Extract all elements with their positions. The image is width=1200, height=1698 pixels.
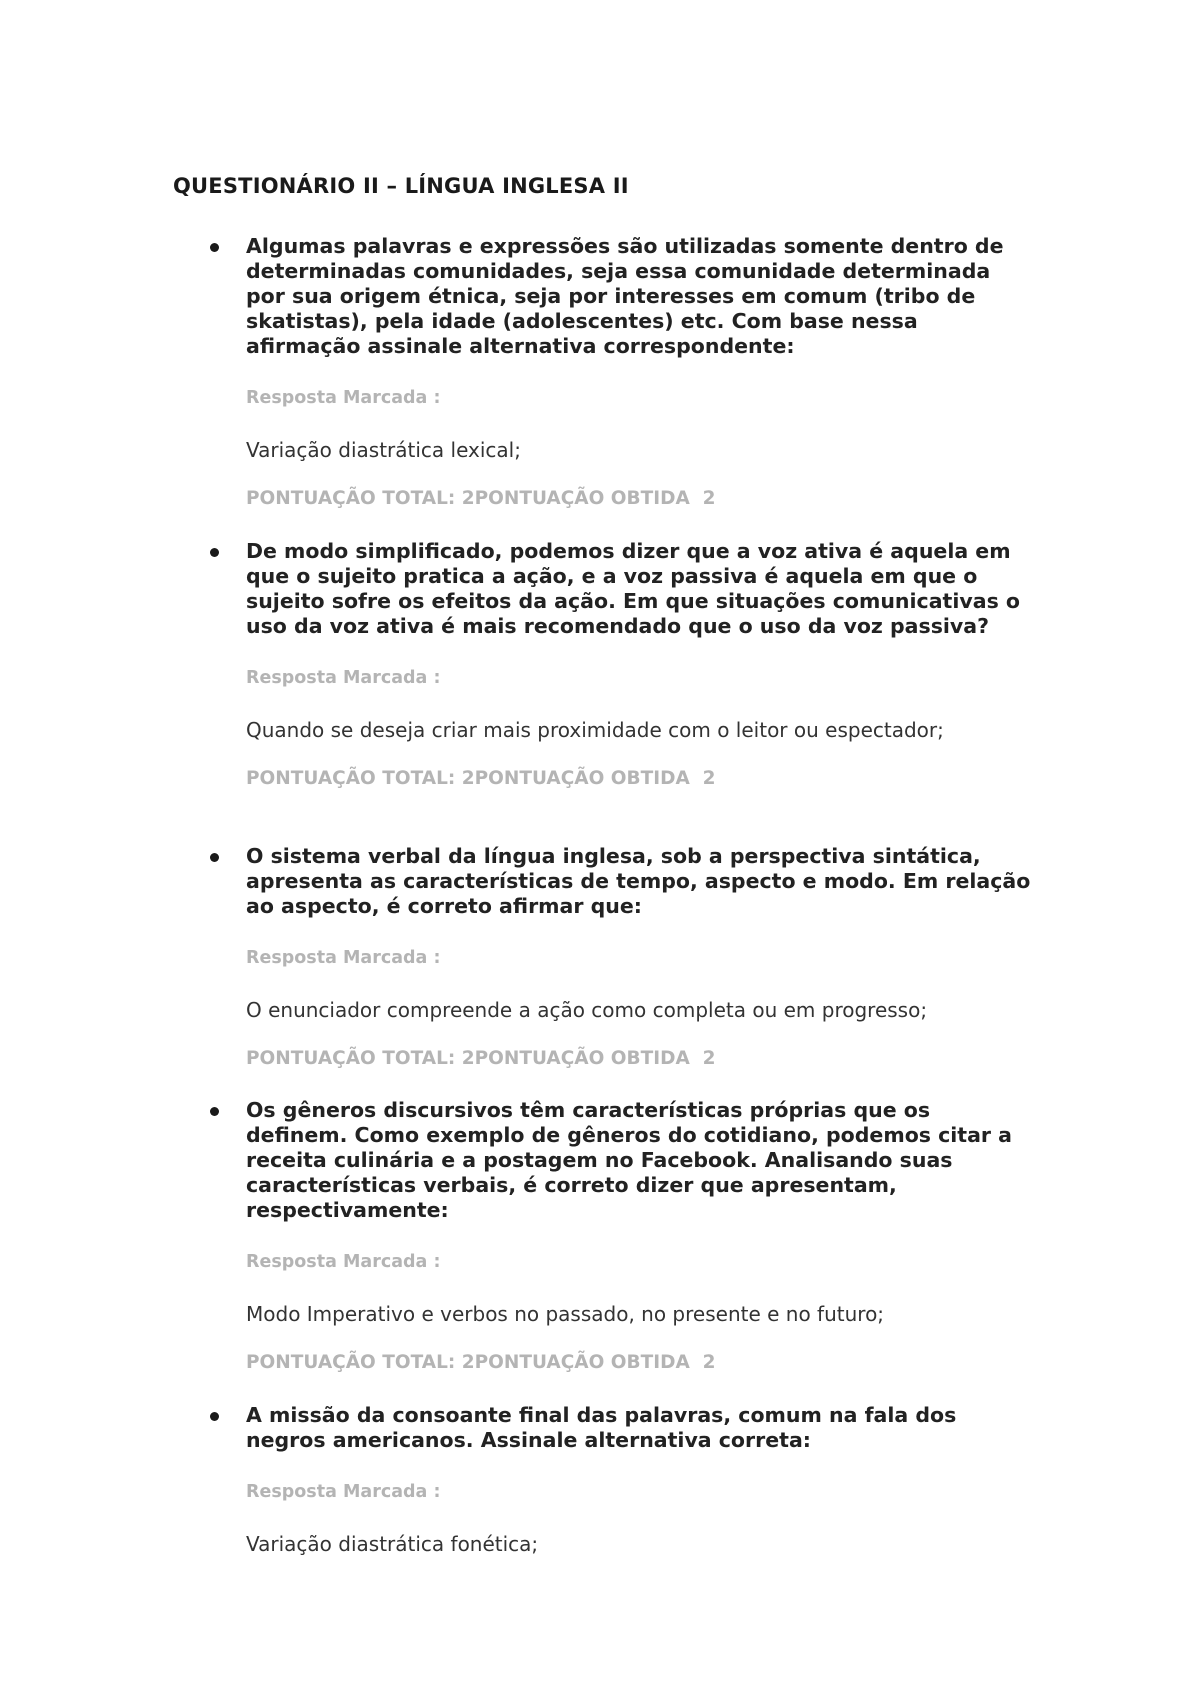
question-text: Os gêneros discursivos têm características próprias que os definem. Como exemplo de gêneros do cotidiano, podemos citar a receita culinária e a postagem no Facebook. Analisando suas características verbais, é correto dizer que apresentam, respectivamente: xyxy=(246,1098,1013,1222)
answer-label: Resposta Marcada : xyxy=(246,668,441,688)
answer-value: Variação diastrática lexical; xyxy=(246,438,521,462)
question-item xyxy=(173,234,1053,510)
bullet-icon xyxy=(210,853,219,862)
bullet-icon xyxy=(210,548,219,557)
answer-value: Quando se deseja criar mais proximidade com o leitor ou espectador; xyxy=(246,718,944,742)
answer-label: Resposta Marcada : xyxy=(246,948,441,968)
score-line: PONTUAÇÃO TOTAL: 2PONTUAÇÃO OBTIDA 2 xyxy=(246,1352,716,1373)
question-text: O sistema verbal da língua inglesa, sob a perspectiva sintática, apresenta as características de tempo, aspecto e modo. Em relação ao aspecto, é correto afirmar que: xyxy=(246,844,1031,918)
bullet-icon xyxy=(210,243,219,252)
answer-label: Resposta Marcada : xyxy=(246,1252,441,1272)
answer-value: Variação diastrática fonética; xyxy=(246,1532,539,1556)
score-line: PONTUAÇÃO TOTAL: 2PONTUAÇÃO OBTIDA 2 xyxy=(246,768,716,789)
answer-value: Modo Imperativo e verbos no passado, no presente e no futuro; xyxy=(246,1302,885,1326)
question-text: De modo simplificado, podemos dizer que a voz ativa é aquela em que o sujeito pratica a ação, e a voz passiva é aquela em que o sujeito sofre os efeitos da ação. Em que situações comunicativas o uso da voz ativa é mais recomendado que o uso da voz passiva? xyxy=(246,539,1020,638)
question-item xyxy=(173,539,1053,790)
question-text: Algumas palavras e expressões são utilizadas somente dentro de determinadas comunidades, seja essa comunidade determinada por sua origem étnica, seja por interesses em comum (tribo de skatistas), pela idade (adolescentes) etc. Com base nessa afirmação assinale alternativa correspondente: xyxy=(246,234,1004,358)
answer-label: Resposta Marcada : xyxy=(246,1482,441,1502)
question-item xyxy=(173,1098,1053,1374)
bullet-icon xyxy=(210,1412,219,1421)
document-title: QUESTIONÁRIO II – LÍNGUA INGLESA II xyxy=(173,174,629,198)
bullet-icon xyxy=(210,1107,219,1116)
answer-value: O enunciador compreende a ação como completa ou em progresso; xyxy=(246,998,928,1022)
score-line: PONTUAÇÃO TOTAL: 2PONTUAÇÃO OBTIDA 2 xyxy=(246,1048,716,1069)
question-item xyxy=(173,844,1053,1070)
score-line: PONTUAÇÃO TOTAL: 2PONTUAÇÃO OBTIDA 2 xyxy=(246,488,716,509)
answer-label: Resposta Marcada : xyxy=(246,388,441,408)
question-item xyxy=(173,1403,1053,1556)
question-text: A missão da consoante final das palavras, comum na fala dos negros americanos. Assinale alternativa correta: xyxy=(246,1403,957,1452)
